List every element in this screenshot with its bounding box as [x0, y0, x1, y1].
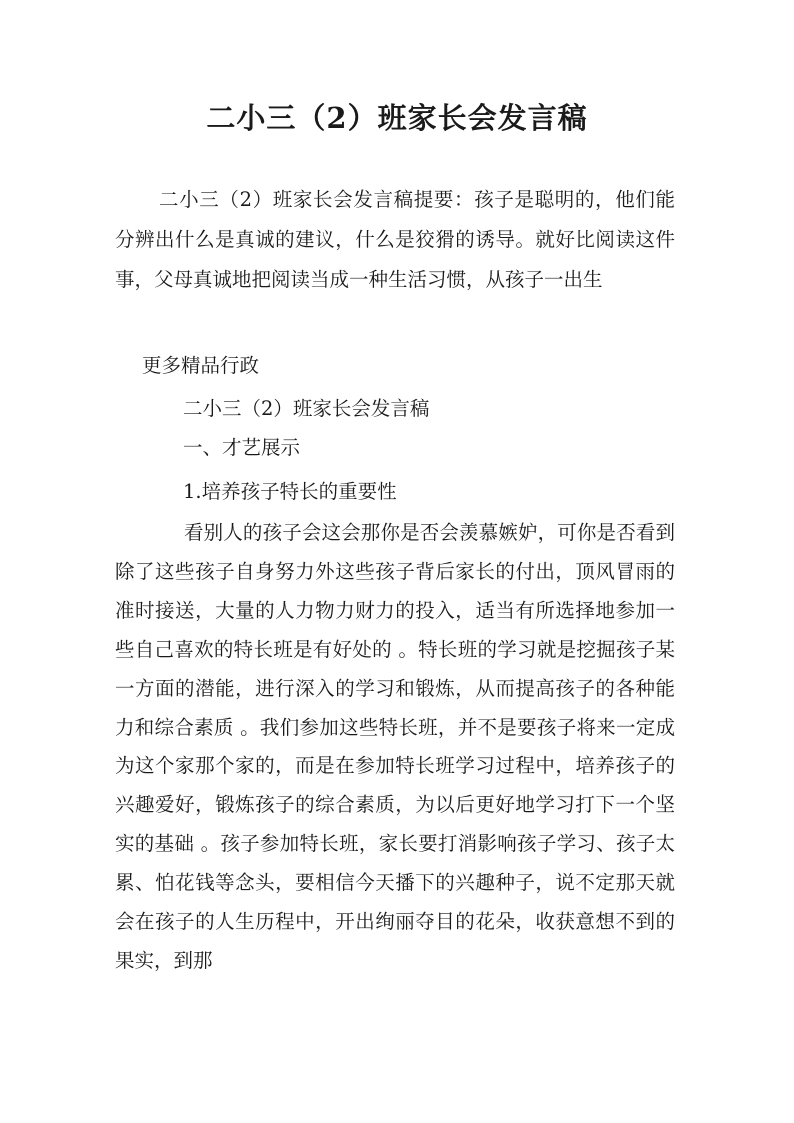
more-link[interactable]: 更多精品行政	[142, 354, 260, 377]
point-heading: 1.培养孩子特长的重要性	[183, 480, 397, 503]
document-title: 二小三（2）班家长会发言稿	[206, 101, 588, 135]
section-heading: 一、才艺展示	[183, 436, 301, 459]
document-subtitle: 二小三（2）班家长会发言稿	[183, 397, 430, 420]
summary-paragraph: 二小三（2）班家长会发言稿提要：孩子是聪明的，他们能分辨出什么是真诚的建议，什么是狡猾的诱导。就好比阅读这件事，父母真诚地把阅读当成一种生活习惯，从孩子一出生	[115, 188, 675, 291]
body-paragraph: 看别人的孩子会这会那你是否会羡慕嫉妒，可你是否看到除了这些孩子自身努力外这些孩子背后家长的付出，顶风冒雨的准时接送，大量的人力物力财力的投入，适当有所选择地参加一些自己喜欢的特长班是有好处的 。特长班的学习就是挖掘孩子某一方面的潜能，进行深入的学习和锻炼，从而提高孩子的各种能力和综合素质 。我们参加这些特长班，并不是要孩子将来一定成为这个家那个家的，而是在参加特长班学习过程中，培养孩子的兴趣爱好，锻炼孩子的综合素质，为以后更好地学习打下一个坚实的基础 。孩子参加特长班，家长要打消影响孩子学习、孩子太累、怕花钱等念头，要相信今天播下的兴趣种子，说不定那天就会在孩子的人生历程中，开出绚丽夺目的花朵，收获意想不到的果实，到那	[115, 521, 675, 972]
